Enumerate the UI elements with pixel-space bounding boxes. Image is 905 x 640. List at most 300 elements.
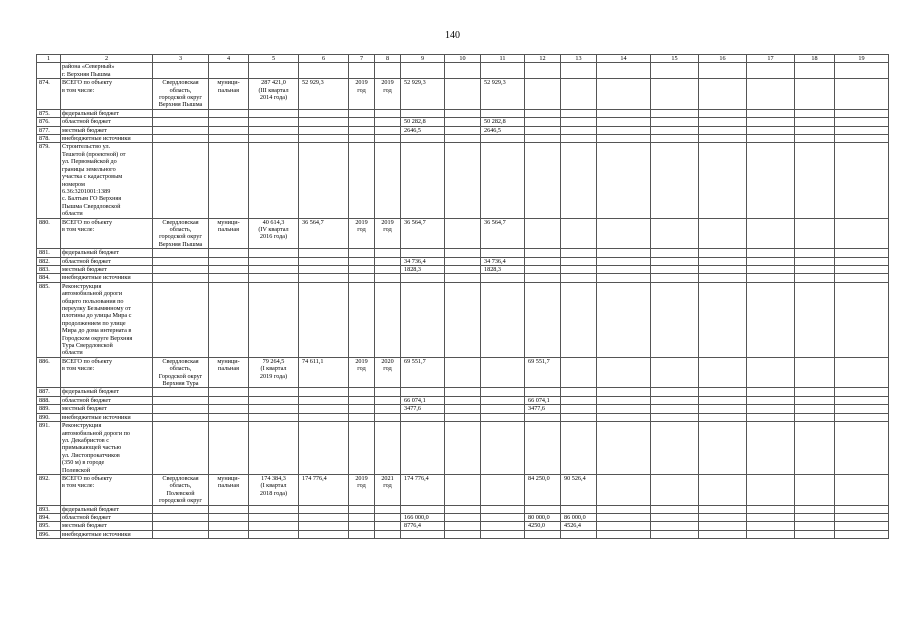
- table-cell: [299, 118, 349, 126]
- table-row: [37, 63, 889, 79]
- table-cell: 892.: [37, 474, 61, 505]
- column-header: 2: [61, 55, 153, 63]
- table-row: [37, 505, 889, 513]
- table-cell: [153, 388, 209, 396]
- table-cell: [299, 109, 349, 117]
- table-cell: [299, 396, 349, 404]
- table-cell: [699, 474, 747, 505]
- table-cell: областной бюджет: [61, 257, 153, 265]
- table-cell: [699, 79, 747, 110]
- table-cell: [481, 522, 525, 530]
- table-cell: 79 264,5 (I квартал 2019 года): [249, 357, 299, 388]
- table-row: [37, 522, 889, 530]
- table-cell: [651, 413, 699, 421]
- table-cell: [299, 413, 349, 421]
- table-cell: [747, 265, 795, 273]
- table-cell: [375, 135, 401, 143]
- table-cell: ВСЕГО по объекту в том числе:: [61, 474, 153, 505]
- table-cell: [525, 388, 561, 396]
- table-cell: Свердловская область, Городской округ Верхняя Тура: [153, 357, 209, 388]
- table-cell: [651, 357, 699, 388]
- table-cell: [699, 396, 747, 404]
- table-cell: [401, 413, 445, 421]
- table-cell: [445, 405, 481, 413]
- table-cell: 879.: [37, 143, 61, 218]
- table-cell: [561, 405, 597, 413]
- table-cell: [747, 118, 795, 126]
- table-cell: [795, 282, 835, 357]
- table-cell: 69 551,7: [401, 357, 445, 388]
- table-cell: [699, 513, 747, 521]
- table-cell: [525, 135, 561, 143]
- column-header: 5: [249, 55, 299, 63]
- table-cell: [249, 282, 299, 357]
- table-cell: [375, 143, 401, 218]
- table-cell: [349, 505, 375, 513]
- table-cell: [561, 79, 597, 110]
- table-cell: 174 776,4: [401, 474, 445, 505]
- table-cell: 36 564,7: [481, 218, 525, 249]
- table-cell: [153, 396, 209, 404]
- table-cell: [651, 79, 699, 110]
- table-cell: [699, 413, 747, 421]
- table-cell: [209, 126, 249, 134]
- table-cell: [525, 143, 561, 218]
- column-header: 1: [37, 55, 61, 63]
- table-cell: [835, 265, 889, 273]
- table-cell: 52 929,3: [299, 79, 349, 110]
- table-cell: [699, 274, 747, 282]
- table-cell: [209, 265, 249, 273]
- table-cell: [481, 63, 525, 79]
- table-cell: 174 776,4: [299, 474, 349, 505]
- table-cell: [299, 513, 349, 521]
- table-row: [37, 143, 889, 218]
- table-cell: [597, 530, 651, 538]
- table-cell: [525, 257, 561, 265]
- table-cell: 2646,5: [401, 126, 445, 134]
- table-cell: [835, 118, 889, 126]
- table-cell: Свердловская область, городской округ Верхняя Пышма: [153, 218, 209, 249]
- table-cell: [401, 505, 445, 513]
- table-cell: [349, 513, 375, 521]
- table-cell: [445, 513, 481, 521]
- table-cell: [481, 357, 525, 388]
- table-cell: [375, 513, 401, 521]
- table-cell: [835, 257, 889, 265]
- column-header: 19: [835, 55, 889, 63]
- table-cell: 895.: [37, 522, 61, 530]
- table-cell: [699, 265, 747, 273]
- table-cell: 884.: [37, 274, 61, 282]
- table-cell: [401, 135, 445, 143]
- table-cell: [481, 513, 525, 521]
- table-cell: [597, 522, 651, 530]
- table-cell: [481, 413, 525, 421]
- table-cell: [481, 249, 525, 257]
- table-cell: [249, 405, 299, 413]
- table-cell: федеральный бюджет: [61, 249, 153, 257]
- table-cell: [445, 505, 481, 513]
- table-cell: [795, 422, 835, 475]
- table-cell: [699, 282, 747, 357]
- table-cell: [561, 265, 597, 273]
- table-cell: [349, 249, 375, 257]
- table-cell: [651, 522, 699, 530]
- table-cell: [747, 474, 795, 505]
- table-cell: [597, 282, 651, 357]
- table-cell: [153, 118, 209, 126]
- table-cell: 287 421,0 (III квартал 2014 года): [249, 79, 299, 110]
- table-cell: [525, 126, 561, 134]
- table-cell: [747, 405, 795, 413]
- table-cell: [209, 530, 249, 538]
- table-cell: [597, 422, 651, 475]
- table-cell: 880.: [37, 218, 61, 249]
- table-cell: [375, 63, 401, 79]
- table-cell: [597, 63, 651, 79]
- table-cell: [209, 505, 249, 513]
- table-cell: [445, 413, 481, 421]
- table-cell: [597, 413, 651, 421]
- table-cell: [375, 265, 401, 273]
- table-cell: [153, 505, 209, 513]
- table-row: [37, 118, 889, 126]
- table-cell: 877.: [37, 126, 61, 134]
- table-cell: [561, 530, 597, 538]
- table-cell: [249, 505, 299, 513]
- table-cell: [525, 218, 561, 249]
- table-cell: [795, 388, 835, 396]
- table-cell: [249, 513, 299, 521]
- table-cell: 66 074,1: [401, 396, 445, 404]
- table-cell: [445, 143, 481, 218]
- table-cell: Строительство ул. Тешетой (проектной) от ул. Первомайской до границы земельного участка с кадастровым номером 6.36:3201001:1389 с. Балтым ГО Верхняя Пышма Свердловской области: [61, 143, 153, 218]
- table-cell: [835, 388, 889, 396]
- table-cell: 878.: [37, 135, 61, 143]
- table-cell: [795, 257, 835, 265]
- table-row: [37, 530, 889, 538]
- table-cell: [699, 109, 747, 117]
- table-cell: [299, 405, 349, 413]
- table-cell: [375, 257, 401, 265]
- table-cell: [401, 109, 445, 117]
- table-cell: [209, 249, 249, 257]
- table-cell: [651, 530, 699, 538]
- table-cell: [747, 505, 795, 513]
- table-cell: [349, 388, 375, 396]
- table-cell: [561, 422, 597, 475]
- table-cell: 885.: [37, 282, 61, 357]
- table-cell: [795, 396, 835, 404]
- table-cell: [699, 63, 747, 79]
- table-cell: [597, 405, 651, 413]
- table-cell: [795, 79, 835, 110]
- table-cell: внебюджетные источники: [61, 274, 153, 282]
- table-cell: [375, 249, 401, 257]
- budget-table: [36, 54, 889, 539]
- table-cell: [747, 126, 795, 134]
- table-cell: [699, 118, 747, 126]
- table-cell: [375, 530, 401, 538]
- table-cell: [481, 396, 525, 404]
- table-cell: 69 551,7: [525, 357, 561, 388]
- table-cell: [597, 249, 651, 257]
- column-header: 12: [525, 55, 561, 63]
- table-cell: [747, 63, 795, 79]
- table-cell: [249, 143, 299, 218]
- table-cell: 86 000,0: [561, 513, 597, 521]
- table-cell: [299, 530, 349, 538]
- table-cell: [835, 126, 889, 134]
- table-cell: [597, 505, 651, 513]
- table-cell: муници- пальная: [209, 79, 249, 110]
- table-cell: 883.: [37, 265, 61, 273]
- table-row: [37, 413, 889, 421]
- table-row: [37, 274, 889, 282]
- table-cell: [153, 143, 209, 218]
- table-cell: [401, 143, 445, 218]
- table-cell: [747, 396, 795, 404]
- table-cell: [651, 513, 699, 521]
- table-cell: [525, 249, 561, 257]
- table-cell: [835, 505, 889, 513]
- column-header: 3: [153, 55, 209, 63]
- table-cell: [249, 413, 299, 421]
- table-cell: [349, 413, 375, 421]
- table-cell: [597, 274, 651, 282]
- table-cell: муници- пальная: [209, 474, 249, 505]
- table-cell: [699, 388, 747, 396]
- table-cell: [597, 357, 651, 388]
- table-cell: 4526,4: [561, 522, 597, 530]
- table-cell: [835, 274, 889, 282]
- table-cell: [835, 249, 889, 257]
- table-cell: [299, 422, 349, 475]
- table-cell: [795, 522, 835, 530]
- table-cell: [747, 422, 795, 475]
- table-cell: [299, 257, 349, 265]
- table-cell: [375, 282, 401, 357]
- column-header: 15: [651, 55, 699, 63]
- table-cell: 891.: [37, 422, 61, 475]
- table-cell: [445, 422, 481, 475]
- table-cell: [651, 257, 699, 265]
- table-cell: областной бюджет: [61, 118, 153, 126]
- table-cell: [561, 249, 597, 257]
- table-cell: 2020 год: [375, 357, 401, 388]
- table-cell: [795, 118, 835, 126]
- table-cell: [835, 413, 889, 421]
- table-cell: [597, 396, 651, 404]
- table-cell: [835, 218, 889, 249]
- table-cell: [747, 388, 795, 396]
- table-cell: 50 282,8: [401, 118, 445, 126]
- table-cell: 90 526,4: [561, 474, 597, 505]
- table-cell: [249, 63, 299, 79]
- table-cell: 74 611,1: [299, 357, 349, 388]
- table-cell: [795, 249, 835, 257]
- table-cell: 874.: [37, 79, 61, 110]
- table-cell: [835, 135, 889, 143]
- table-cell: [481, 405, 525, 413]
- table-cell: [651, 274, 699, 282]
- table-cell: 876.: [37, 118, 61, 126]
- table-cell: [699, 135, 747, 143]
- column-header: 6: [299, 55, 349, 63]
- table-cell: [375, 274, 401, 282]
- table-row: [37, 257, 889, 265]
- table-cell: [153, 63, 209, 79]
- table-cell: [37, 63, 61, 79]
- table-cell: 84 250,0: [525, 474, 561, 505]
- table-cell: [651, 63, 699, 79]
- table-cell: 174 384,3 (I квартал 2018 года): [249, 474, 299, 505]
- table-cell: муници- пальная: [209, 357, 249, 388]
- table-cell: 886.: [37, 357, 61, 388]
- table-cell: [561, 118, 597, 126]
- table-cell: [795, 405, 835, 413]
- table-cell: 890.: [37, 413, 61, 421]
- table-cell: [561, 143, 597, 218]
- table-cell: [561, 413, 597, 421]
- table-cell: [651, 422, 699, 475]
- table-cell: [249, 257, 299, 265]
- table-cell: [481, 274, 525, 282]
- table-row: [37, 109, 889, 117]
- table-cell: [651, 474, 699, 505]
- table-cell: 8776,4: [401, 522, 445, 530]
- table-cell: [401, 63, 445, 79]
- table-cell: [249, 422, 299, 475]
- table-cell: [651, 405, 699, 413]
- table-cell: 50 282,8: [481, 118, 525, 126]
- table-cell: [375, 405, 401, 413]
- table-cell: [153, 135, 209, 143]
- table-cell: [445, 474, 481, 505]
- table-cell: [375, 126, 401, 134]
- table-cell: [597, 388, 651, 396]
- table-cell: [699, 505, 747, 513]
- table-cell: 34 736,4: [401, 257, 445, 265]
- table-cell: [795, 505, 835, 513]
- table-cell: [747, 513, 795, 521]
- table-cell: [349, 522, 375, 530]
- table-cell: [651, 143, 699, 218]
- table-cell: [209, 274, 249, 282]
- table-cell: [835, 522, 889, 530]
- table-cell: [209, 422, 249, 475]
- table-cell: [835, 282, 889, 357]
- table-cell: областной бюджет: [61, 396, 153, 404]
- table-cell: [597, 109, 651, 117]
- table-cell: [153, 530, 209, 538]
- table-cell: [299, 126, 349, 134]
- table-cell: [699, 522, 747, 530]
- table-cell: [651, 265, 699, 273]
- table-cell: внебюджетные источники: [61, 530, 153, 538]
- table-cell: [651, 135, 699, 143]
- table-cell: [349, 274, 375, 282]
- table-cell: [481, 282, 525, 357]
- table-cell: [561, 126, 597, 134]
- table-cell: [481, 109, 525, 117]
- table-cell: Свердловская область, Полевской городской округ: [153, 474, 209, 505]
- table-cell: [795, 530, 835, 538]
- table-cell: [561, 257, 597, 265]
- table-cell: [561, 505, 597, 513]
- table-cell: [249, 135, 299, 143]
- table-cell: [481, 530, 525, 538]
- table-cell: [349, 126, 375, 134]
- table-cell: [525, 63, 561, 79]
- table-cell: [249, 109, 299, 117]
- table-cell: [561, 282, 597, 357]
- table-cell: [747, 143, 795, 218]
- table-cell: [445, 126, 481, 134]
- table-cell: [349, 530, 375, 538]
- table-cell: [209, 413, 249, 421]
- table-cell: [299, 63, 349, 79]
- table-cell: [525, 265, 561, 273]
- table-cell: [209, 282, 249, 357]
- table-cell: 894.: [37, 513, 61, 521]
- table-cell: 893.: [37, 505, 61, 513]
- table-cell: 2646,5: [481, 126, 525, 134]
- page-number: 140: [445, 30, 460, 41]
- table-cell: Свердловская область, городской округ Верхняя Пышма: [153, 79, 209, 110]
- table-cell: [835, 79, 889, 110]
- table-cell: 1828,3: [481, 265, 525, 273]
- table-cell: [153, 513, 209, 521]
- table-cell: [835, 474, 889, 505]
- table-cell: 2019 год: [375, 218, 401, 249]
- table-cell: [651, 282, 699, 357]
- table-cell: [597, 257, 651, 265]
- table-cell: [209, 63, 249, 79]
- table-cell: [299, 282, 349, 357]
- table-cell: [401, 422, 445, 475]
- table-row: [37, 405, 889, 413]
- table-cell: [747, 135, 795, 143]
- table-cell: [375, 118, 401, 126]
- table-cell: [525, 274, 561, 282]
- table-cell: [651, 109, 699, 117]
- table-cell: 2019 год: [349, 357, 375, 388]
- table-row: [37, 357, 889, 388]
- table-cell: [747, 109, 795, 117]
- table-cell: 1828,3: [401, 265, 445, 273]
- table-cell: [249, 522, 299, 530]
- table-cell: [209, 405, 249, 413]
- table-cell: [747, 413, 795, 421]
- table-cell: [209, 109, 249, 117]
- table-cell: [349, 265, 375, 273]
- table-cell: 2019 год: [349, 474, 375, 505]
- table-cell: [835, 63, 889, 79]
- table-row: [37, 513, 889, 521]
- table-cell: 896.: [37, 530, 61, 538]
- table-cell: [153, 257, 209, 265]
- table-cell: [699, 405, 747, 413]
- table-cell: [209, 257, 249, 265]
- table-cell: [561, 357, 597, 388]
- table-cell: [375, 109, 401, 117]
- column-header: 14: [597, 55, 651, 63]
- table-cell: [209, 135, 249, 143]
- table-cell: местный бюджет: [61, 265, 153, 273]
- column-header: 16: [699, 55, 747, 63]
